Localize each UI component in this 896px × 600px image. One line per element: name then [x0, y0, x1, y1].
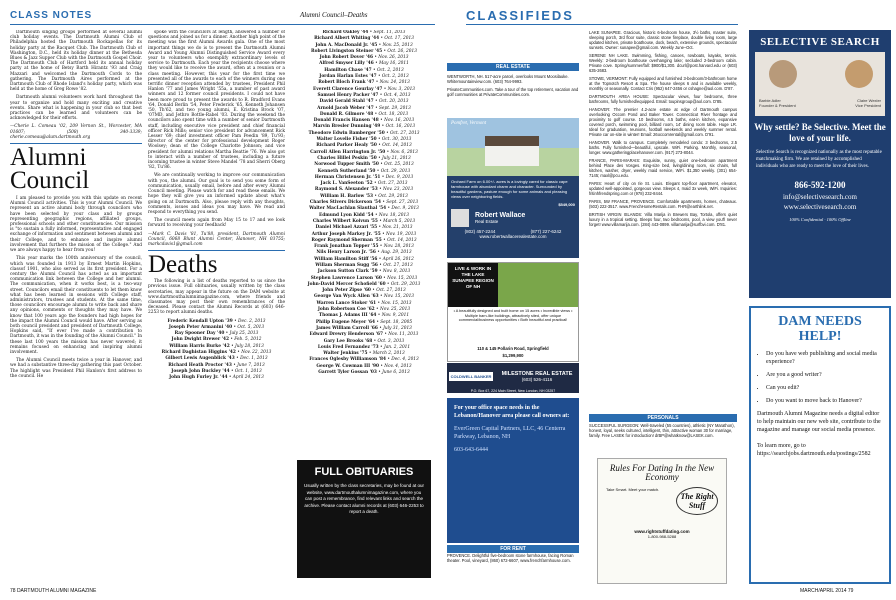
death-name: John A. MacDonald Jr. '45 — [315, 42, 378, 48]
evergreen-headline: For your office space needs in the Lebanon/Hanover area please call owners at: — [454, 405, 570, 419]
death-entry: Robert Livingston Steiner '45 • Oct. 26, 2013 — [311, 48, 417, 54]
death-entry: Charles Wilbert Koivun '55 • March 5, 2013 — [312, 218, 416, 224]
paragraph: spoke with the councilors at length, answered a number of questions and joined us for a dinner. Another high point of the meeting was the first Alumni Awards gala. One of the most important things we do is to present the Dartmouth Alumni Award and Young Alumni Distinguished Service Award every year to volunteers who exemplify extraordinary levels of service to Dartmouth. Each year the recipients choose where they would like to receive the award, often at a reunion or a class meeting. However, this year for the first time we presented all of the awards to each of the winners during one terrific dinner reception attended by trustees, President Phil Hanlon '77 and James Wright '55a, a number of past award winners and 12 former council presidents. I could not have been more proud to present the awards to R. Bradford Evans '64, Donald Berlin '54, Peter Frederick '65, Kenneth Johansen '50, Th'62, and two young alumni, E. Kristina Brock '07, '07MD, and Jethro Bottle-Rabel '03. During the weekend the councilors also spent time with a number of senior Dartmouth staff, including executive vice president and chief financial officer Rick Mills; senior vice president for advancement Rick Lesser '69; chief investment officer Pam Peedin '89, Tu'93; director of the center for professional development Roger Woolsey; dean of the College Charlotte Johnson; and vice president for alumni relations Martha Beattie '76. We also got to interact with a number of trustees, including a future incoming trustee in winter Steve Mandel '78 and Sherri Oberg '82, Tu'86. — [148, 30, 285, 171]
milestone-name: MILESTONE REAL ESTATE — [501, 370, 573, 377]
death-date: Oct. 27, 2013 — [390, 130, 420, 136]
death-date: Nov. 25, 2013 — [379, 307, 411, 313]
death-name: Walter Lovelie Fisher '50 — [316, 137, 377, 143]
header-rule-right — [466, 24, 738, 25]
selective-website: www.selectivesearch.com — [783, 203, 857, 212]
death-name: William H. Barlow '53 — [320, 193, 373, 199]
death-entry: Edward Drewry Henderson '67 • Nov. 11, 2013 — [309, 332, 419, 338]
death-date: Oct. 30, 2013 — [381, 137, 412, 143]
death-date: Oct. 14, 2013 — [387, 237, 417, 243]
death-name: Marvin Bresler Dunning '49 — [312, 124, 381, 130]
death-entry: Willam Sherman Sugg '56 • Oct. 27, 2013 — [315, 262, 413, 268]
death-date: Dec. 4, 2013 — [391, 357, 419, 363]
classified-ad: HANOVER. Walk to campus. Completely remodeled condo: 3 bedrooms, 2.5 baths. Fully furnished—beautiful, upscale. WiFi. Parking. Monthly, seasonal, longer. www.gatheringplacehanover.com. (917) 273-8044. — [589, 140, 737, 155]
sunapee-address: 110 & 145 Pollarin Road, Springfield — [477, 346, 549, 351]
death-entry: Jordan Harlan Estes '47 • Oct. 2, 2013 — [319, 74, 409, 80]
death-entry: Donald R. Gilmore '48 • Oct. 18, 2013 — [319, 111, 409, 117]
dam-question: • Are you a good writer? — [766, 371, 883, 379]
death-name: Richard Heath Proctor '43 — [168, 362, 232, 368]
classified-ad: SERENE NH LAKE. Swimming, fishing, canoes, rowboats, kayaks, tennis. Weekly: 2-bedroom boathouse overhanging lake; secluded 2-bedroom cabin. Private cove. Spring/summer/fall: $900/$1,300. dcurl@post.harvard.edu or (603) 635-2683. — [589, 53, 737, 73]
death-name: Jordan Harlan Estes '47 — [319, 74, 377, 80]
death-name: Stephen Lawrence Larson '60 — [310, 275, 382, 281]
selective-photo — [755, 52, 885, 116]
death-name: Donald R. Gilmore '48 — [319, 111, 374, 117]
death-entry: Ray Spooner Day '40 • July 25, 2013 — [174, 331, 259, 337]
death-date: Nov. 24, 2013 — [379, 80, 410, 86]
death-date: Nov. 15, 2013 — [383, 294, 415, 300]
death-date: Nov. 26, 2013 — [378, 55, 409, 61]
obituaries-box — [297, 460, 431, 578]
death-entry: Charles Hillel Peskin '50 • July 21, 2013 — [317, 155, 411, 161]
paragraph: This year marks the 100th anniversary of the council, which was founded in 1913 by Ernest Martin Hopkins, classof 1901, who also served as its first president. For a century the Alumni Council has acted as an important communication link between the College and her alumni. The communication, when it works best, is a two-way street. Councilors email their constituents to let them know what has been learned in sessions with College staff, administrators, trustees and students. At the same time, those councilors encourage alumni to write back and share any opinions, comments or thoughts they may have. We know that 100 years ago the founders had high hopes for the impact the Alumni Council would have. After serving as both council president and president of Dartmouth College, Hopkins said, "If ever I've made a contribution to Dartmouth, it was in the founding of the Alumni Council." In these last 100 years the mission has never wavered; it remains focused on enhancing and inspiring alumni involvement. — [10, 256, 142, 355]
death-date: June 6, 2013 — [382, 370, 410, 376]
death-name: Louis Fred Fernandez '73 — [317, 344, 379, 350]
death-entry: John Peter Zipse '60 • Oct. 27, 2013 — [322, 288, 406, 294]
paragraph: The Alumni Council meets twice a year in Hanover, and we had a substantive three-day gathering this past October. The highlight was President Phil Hanlon's first address to the council. He — [10, 358, 142, 379]
section-subtitle: Alumni Council–Deaths — [300, 11, 368, 19]
death-date: July 28, 2013 — [235, 343, 264, 349]
selective-tagline: 100% Confidential · 100% Offline — [789, 217, 851, 223]
death-name: David Gerald Stahl '47 — [319, 99, 374, 105]
footer-right: MARCH/APRIL 2014 79 — [800, 588, 854, 594]
death-entry: Stephen Lawrence Larson '60 • Nov. 15, 2013 — [310, 275, 418, 281]
rules-phone: 1-800-988-5288 — [647, 534, 677, 539]
death-name: John Robertson Coe '62 — [317, 307, 375, 313]
death-date: Nov. 15, 2013 — [387, 275, 418, 281]
milestone-phone: (603) 526-4116 — [521, 376, 553, 382]
death-date: Oct. 2, 2013 — [376, 67, 404, 73]
dam-question: • Can you edit? — [766, 384, 883, 392]
farm-price: $549,000 — [558, 202, 575, 207]
farm-location: Pomfret, Vermont — [451, 121, 487, 126]
death-date: Nov. 22, 2013 — [241, 350, 272, 356]
death-date: March 2, 2013 — [372, 351, 405, 357]
phone-2: (877) 227-6242 — [530, 229, 562, 234]
death-name: Garrett Tyler Gossan '03 — [318, 370, 377, 376]
death-entry: Walter Lovelie Fisher '50 • Oct. 30, 2013 — [316, 137, 412, 143]
selective-headline: Why settle? Be Selective. Meet the love of your life. — [754, 122, 886, 143]
death-entry: Raymond S. Alexander '53 • Nov. 23, 2013 — [314, 187, 414, 193]
person-2-name: Claire Wexler — [857, 98, 881, 103]
death-date: Nov. 9, 2011 — [381, 313, 410, 319]
dam-question: • Do you want to move back to Hanover? — [766, 397, 883, 405]
classified-ads-list — [589, 30, 737, 227]
evergreen-phone: 603-643-6444 — [454, 447, 488, 453]
for-rent-header: FOR RENT — [447, 545, 579, 553]
death-name: Roger Raymond Sherman '55 — [311, 237, 382, 243]
death-name: Samuel Henry Packer '47 — [317, 92, 379, 98]
death-name: Nils Henry Larson Jr. '56 — [316, 250, 376, 256]
death-name: Herman Christensen Jr. '51 — [314, 174, 381, 180]
death-name: William Hamilton Stiff '56 — [314, 256, 378, 262]
agent-photo — [451, 209, 469, 227]
death-date: April 26, 2012 — [382, 256, 414, 262]
ad-dam-needs-help — [749, 306, 891, 584]
death-date: Nov. 25, 2013 — [382, 42, 413, 48]
signature: —Mark C. Davis '81, Tu'88, president, Dartmouth Alumni Council, 6068 Blunt Alumni Center, Hanover, NH 03755; markcdavis1@gmail.com — [148, 231, 285, 247]
dam-questions — [757, 350, 883, 405]
death-entry: John-David Mercer Schofield '60 • Oct. 29, 2013 — [307, 281, 421, 287]
death-entry: George Van Wyck Allen '63 • Nov. 15, 2013 — [313, 294, 415, 300]
death-name: Frank Jonathan Topper '55 — [314, 244, 379, 250]
death-date: Oct. 1, 2013 — [234, 368, 262, 374]
death-entry: Gilbert Lewis Augenblick '43 • Dec. 1, 2013 — [165, 356, 268, 362]
death-entry: David Gerald Stahl '47 • Oct. 20, 2013 — [319, 99, 409, 105]
death-entry: John Robertson Coe '62 • Nov. 25, 2013 — [317, 307, 411, 313]
death-date: Oct. 18, 2013 — [378, 111, 409, 117]
death-entry: William Hamilton Stiff '56 • April 26, 2012 — [314, 256, 414, 262]
personals-header: PERSONALS — [589, 414, 737, 422]
classified-ad: STOWE, VERMONT: Fully equipped and furnished 3-bedroom/3-bathroom home at the Topnotch Resort & Spa. The house sleeps 6 and is available weekly, monthly or seasonally. Contact Cris (952) 647-2456 or cshagne@aol.com. D'87. — [589, 76, 737, 91]
selective-body: Selective Search is recognized nationally as the most reputable matchmaking firm. We are retained by accomplished individuals who are ready to meet the love of their lives. — [756, 150, 882, 169]
selective-phone: 866-592-1200 — [794, 180, 846, 191]
section-label-class-notes: CLASS NOTES — [10, 10, 93, 21]
death-date: Oct. 14, 2013 — [382, 143, 412, 149]
death-entry: Walter MacLachlan Slauthal '54 • Dec. 9, 2013 — [309, 206, 419, 212]
death-entry: Philip Eugene Meyer '64 • Sept. 18, 2005 — [315, 319, 413, 325]
death-date: Oct. 2, 2013 — [381, 74, 409, 80]
death-entry: John Robert Dover '46 • Nov. 26, 2013 — [319, 55, 409, 61]
death-entry: Edmund Lyon Kidd '54 • Nov. 18, 2013 — [318, 212, 409, 218]
death-name: Arthur Joseph Markey Jr. '55 — [311, 231, 381, 237]
death-name: Charles Hillel Peskin '50 — [317, 155, 377, 161]
phone-1: (802) 457-2244 — [464, 229, 496, 234]
dam-learn-more[interactable]: To learn more, go to https://searchjobs.dartmouth.edu/postings/2582 — [757, 443, 871, 457]
death-name: Walter MacLachlan Slauthal '54 — [309, 206, 387, 212]
death-entry: John Dwight Brewer '42 • Feb. 5, 2012 — [171, 337, 262, 343]
death-entry: Donald Francis Hansen '48 • Nov. 16, 2013 — [313, 118, 415, 124]
death-name: Jackson Sutton Clark '59 — [317, 269, 378, 275]
sunapee-title: LIVE & WORK IN THE LAKE SUNAPEE REGION OF NH — [448, 263, 498, 307]
death-entry: Roger Raymond Sherman '55 • Oct. 14, 2013 — [311, 237, 417, 243]
death-date: Oct. 16, 2013 — [385, 124, 416, 130]
person-2-role: Vice President — [855, 103, 881, 108]
section-title-deaths: Deaths — [148, 251, 218, 279]
death-name: James William Carroll '66 — [316, 325, 378, 331]
header-rule-left — [10, 24, 435, 25]
death-date: Nov. 16, 2013 — [384, 118, 415, 124]
classified-ad: LAKE SUNAPEE. Gracious, historic 6-bedroom house, 3½ baths, master suite, sleeping porch, 3rd floor suite, classic stone fireplace, double living room, large updated kitchen, private boathouse, dock, beach, extensive grounds, spectacular sunsets. Owner: sunapee@gmail.com. Weekly June–Oct. — [589, 30, 737, 50]
death-entry: Alfred Smyser Lilly '46 • May 16, 2011 — [319, 61, 409, 67]
evergreen-name: EverGreen Capital Partners, LLC, 46 Centerra Parkway, Lebanon, NH — [454, 426, 566, 440]
death-date: Oct. 25, 2013 — [384, 162, 414, 168]
ad-private-communities: PrivateCommunities.com. Take a tour of the top retirement, vacation and golf communities at PrivateCommunities.com. — [447, 87, 579, 97]
death-name: William Harris Burke '42 — [169, 343, 230, 349]
death-entry: Joseph Peter Armanini '40 • Oct. 5, 2013 — [168, 324, 265, 330]
death-entry: Richard Heath Proctor '43 • June 7, 2013 — [168, 362, 265, 368]
death-date: Nov. 21, 2013 — [382, 225, 413, 231]
coldwell-logo: COLDWELL BANKER — [450, 373, 492, 379]
obituaries-title: FULL OBITUARIES — [314, 466, 414, 478]
death-date: Sept. 11, 2013 — [373, 30, 406, 35]
death-name: Philip Eugene Meyer '64 — [315, 319, 375, 325]
death-date: Nov. 8, 2013 — [382, 269, 411, 275]
ad-sunapee-home — [447, 262, 579, 362]
paragraph: The council meets again from May 15 to 17 and we look forward to receiving your feedback! — [148, 218, 285, 229]
death-date: July 31, 2013 — [383, 325, 412, 331]
death-name: Warren Lance Stoker '61 — [316, 300, 377, 306]
death-date: Dec. 9, 2013 — [391, 206, 419, 212]
footer-left: 78 DARTMOUTH ALUMNI MAGAZINE — [10, 588, 97, 594]
death-entry: Frances Oglesby Williamson '84 • Dec. 4, 2013 — [309, 357, 419, 363]
death-entry: George W. Cowman III '90 • Nov. 4, 2013 — [316, 363, 412, 369]
rules-title: Rules For Dating In the New Economy — [609, 463, 715, 482]
death-entry: Arnold Jacob Weber '47 • Sept. 29, 2013 — [317, 105, 411, 111]
deaths-intro: The following is a list of deaths reported to us since the previous issue. Full obituaries, usually written by the class secretaries, may appear in the future on the DAM website at www.dartmouthalumnimagazine.com, where friends and classmates may post their own remembrances of the deceased. Please contact the Alumni Records at (603) 646-2253 to report alumni deaths. — [148, 279, 285, 316]
death-name: Richard Parker Healy '50 — [316, 143, 377, 149]
ad-wentworth: WENTWORTH, NH. 517-acre parcel, overlooks Mount Moosilauke. Whitemountainview.com. (603) 764-9993. — [447, 74, 569, 84]
column-4 — [447, 63, 579, 97]
column-2 — [148, 30, 285, 586]
death-entry: Carroll Allen Harrington Jr. '50 • Nov. 6, 2013 — [310, 149, 418, 155]
paragraph: Dartmouth singing groups performed at several alumni club holiday events. The Dartmouth Alumni Club of Philadelphia hosted the Dartmouth Rockapellas for its holiday party at the Racquet Club. The Dartmouth Club of Washington, D.C., held its holiday dinner at the Bethesda Blues & Jazz Supper Club with the Dartmouth Gospel Choir. The Dartmouth Club of Hartford held its annual holiday party at the home of Betsy Barth Hirantz '93 and Craig Mazzari and welcomed the Dartmouth Cords to the gathering. The Dartmouth Aires performed at the Dartmouth Club of Rhode Island's holiday party, which was held at the home of Greg Rowe '82. — [10, 30, 142, 93]
death-name: John-David Mercer Schofield '60 — [307, 281, 386, 287]
death-name: Raymond S. Alexander '53 — [314, 187, 378, 193]
classified-ad: FRANCE, PARIS-MARAIS: Exquisite, sunny, quiet one-bedroom apartment behind Place des Vosges. King-size bed, living/dining room, six chairs, full kitchen, washer, dryer, weekly maid service, WiFi. $1,350 weekly. (301) 654-7145; maxl@pcu.edu. — [589, 158, 737, 178]
death-date: May 16, 2011 — [378, 61, 409, 67]
death-entry: Everett Clarence Gourlay '47 • Nov. 3, 2013 — [312, 86, 416, 92]
death-name: Robert Bloch Frank '47 — [318, 80, 375, 86]
selective-email: info@selectivesearch.com — [783, 193, 857, 202]
paragraph: We are continually working to improve our communication with you, the alumni. Our goal is to send you some form of communication, usually email, before and after every Alumni Council meeting. Please watch for and read these emails. We hope they will give you an informed update about what's going on at Dartmouth. Also, please reply with any thoughts, comments, issues and ideas you may have. We read and respond to everything you send. — [148, 173, 285, 215]
death-name: Willam Sherman Sugg '56 — [315, 262, 378, 268]
death-entry: Charles Stivers Dickerson '54 • Sept. 27, 2013 — [309, 200, 419, 206]
death-date: Nov. 28, 2013 — [383, 244, 414, 250]
death-name: Charles Stivers Dickerson '54 — [309, 200, 382, 206]
death-date: Feb. 5, 2012 — [234, 337, 262, 343]
ad-successful-surgeon: SUCCESSFUL SURGEON: Well-traveled (55 countries), athletic (NY Marathon), honest, loyal, seeks cultured, intelligent, thin, attractive woman 30 for marriage, family. Free LASEK for introduction! drBP@whatknow@LASEK.com. — [589, 423, 735, 438]
agent-name: Robert Wallace — [475, 212, 526, 219]
death-date: Nov. 4, 2013 — [384, 363, 412, 369]
death-name: George W. Cowman III '90 — [316, 363, 379, 369]
death-entry: Frederic Kendall Upton '39 • Dec. 2, 2013 — [167, 318, 266, 324]
death-name: Arnold Jacob Weber '47 — [317, 105, 374, 111]
milestone-address: P.O. Box 67, 224 Main Street, New London, NH 03257 — [447, 389, 579, 393]
paragraph: I am pleased to provide you with this update on recent Alumni Council activities. This is your Alumni Council. We represent an active alumni body through councilors who have been selected by your class and by groups representing geographic regions, affiliated groups, professional schools and other constituencies. Our mission is "to sustain a fully informed, representative and engaged exchange of information and sentiment between alumni and their College, and to enhance and inspire alumni involvement that furthers the mission of the College." And we are always happy to hear from you! — [10, 196, 142, 254]
death-name: Walter Jenkins '75 — [323, 351, 368, 357]
column-3 — [291, 30, 437, 450]
death-name: Norwood Tupper Smith '50 — [314, 162, 379, 168]
classified-ad: BRITISH VIRGIN ISLANDS: Villa Marija in Brewers Bay, Tortola, offers quiet luxury in a tropical setting. Sleeps four, two bedrooms, pool, a view you'll never forget! www.villamarija.com. (284) 443-0899. villamarija@surfbvi.com. D'81. — [589, 212, 737, 227]
death-name: Theodore Edwin Bamberger '50 — [308, 130, 385, 136]
death-date: Dec. 9, 2013 — [385, 174, 414, 180]
death-date: Oct. 29, 2013 — [390, 281, 421, 287]
death-name: Thomas J. Adams III '64 — [318, 313, 377, 319]
classified-ad: PARIS: Heart of city on Ile St. Louis. Elegant top-floor apartment, elevator, updated well-appointed, gorgeous view. Sleeps 4, maid 3x week, WiFi. Inquiries: fritinhfrendspring.com or (978) 232-8444. — [589, 181, 737, 196]
death-entry: Norwood Tupper Smith '50 • Oct. 25, 2013 — [314, 162, 414, 168]
death-date: Sept. 27, 2013 — [386, 200, 419, 206]
sunapee-bullets: • A beautifully designed and built home on 15 acres • Incredible views • Multiple barn-like buildings, attractively sited, offer unique commercial/business opportunities • Both beautiful and practical! — [453, 309, 573, 323]
death-entry: Joseph John Buckley '44 • Oct. 1, 2013 — [171, 368, 262, 374]
death-date: Oct. 29, 2013 — [380, 168, 411, 174]
death-date: June 7, 2013 — [237, 362, 265, 368]
death-date: March 5, 2013 — [383, 218, 416, 224]
death-entry: Richard Parker Healy '50 • Oct. 14, 2013 — [316, 143, 412, 149]
death-entry: Richard Daghistan Higgins '42 • Nov. 22, 2013 — [161, 350, 272, 356]
death-date: Oct. 4, 2013 — [383, 92, 411, 98]
dam-question: • Do you have web publishing and social media experience? — [766, 350, 883, 366]
death-name: Hamilton Chase '47 — [324, 67, 372, 73]
farm-text: Orchard Farm on 6.00+/- acres is a lovingly cared for classic cape farmhouse with abundant charm and character. Surrounded by beautiful gardens, pasture enough for some animals and pleasing views over neighboring fields. — [451, 179, 568, 199]
death-entry: Theodore Edwin Bamberger '50 • Oct. 27, 2013 — [308, 130, 420, 136]
paragraph: Dartmouth alumni volunteers work hard throughout the year to organize and hold many exciting and creative events. Share what is happening in your club so that best practices can be learned and volunteers can be acknowledged for their efforts. — [10, 95, 142, 122]
death-entry: Herman Christensen Jr. '51 • Dec. 9, 2013 — [314, 174, 414, 180]
real-estate-header: REAL ESTATE — [447, 63, 579, 71]
death-date: Nov. 18, 2013 — [378, 212, 409, 218]
death-name: Ray Spooner Day '40 — [174, 331, 225, 337]
death-date: Nov. 6, 2013 — [390, 149, 418, 155]
column-5 — [589, 30, 737, 410]
death-entry: Gary Lee Brooks '68 • Oct. 3, 2013 — [323, 338, 405, 344]
death-date: July 25, 2013 — [229, 331, 259, 337]
dam-body: Dartmouth Alumni Magazine needs a digital editor to help maintain our new web site, contribute to the magazine and manage our social media presence. — [757, 411, 881, 433]
classified-ad: HANOVER: The premier 4.2-acre estate at edge of Dartmouth campus overlooking Occom Pond and Baker Tower. Connecticut River frontage and proximity to golf course. 10 bedrooms, 4.5 baths, eat-in kitchen, expansive covered porch, swimming pool, billiard room, 14' dining room table. Huge LR. Ideal for graduation, reunions, football weekends and weekly summer rental. Private car on-site in winter! Email: 26occomrental@gmail.com. D'91. — [589, 107, 737, 137]
death-entry: Nils Henry Larson Jr. '56 • Aug. 29, 2013 — [316, 250, 412, 256]
death-date: July 21, 2013 — [381, 155, 411, 161]
classified-ad: PARIS, 5W FRANCE, PROVENCE. Comfortable apartments, homes, chateaux. (503) 222-3517. www.FrenchHomeRentals.com. FHR@earthlink.net. — [589, 199, 737, 209]
death-name: Richard Oakley '44 — [322, 30, 369, 35]
death-entry: Garrett Tyler Gossan '03 • June 6, 2013 — [318, 370, 410, 376]
death-name: Donald Francis Hansen '48 — [313, 118, 379, 124]
deaths-list — [148, 319, 285, 382]
death-date: Oct. 29, 2013 — [378, 193, 408, 199]
death-name: Kenneth Sutherland '50 — [317, 168, 376, 174]
ad-evergreen — [447, 398, 579, 543]
death-name: Joseph John Buckley '44 — [171, 368, 230, 374]
death-date: Oct. 27, 2013 — [377, 181, 408, 187]
death-entry: Jackson Sutton Clark '59 • Nov. 8, 2013 — [317, 269, 411, 275]
farm-photo — [447, 118, 579, 176]
sunapee-price: $1,299,900 — [502, 353, 524, 358]
death-entry: John A. MacDonald Jr. '45 • Nov. 25, 2013 — [315, 42, 413, 48]
rules-sub: Take Smart. Meet your match. — [606, 487, 660, 492]
death-name: Gilbert Lewis Augenblick '43 — [165, 356, 235, 362]
death-entry: Kenneth Sutherland '50 • Oct. 29, 2013 — [317, 168, 411, 174]
ad-provence: PROVENCE. Delightful five-bedroom stone farmhouse, facing Roman theater. Pool, vineyard, (860) 672-6607, www.frenchfarmhouse.com. — [447, 553, 574, 563]
death-entry: Walter Jenkins '75 • March 2, 2013 — [323, 351, 405, 357]
person-1-name: Barbie Adler — [759, 98, 781, 103]
death-name: Daniel Michael Azzari '55 — [315, 225, 378, 231]
death-entry: William Harris Burke '42 • July 28, 2013 — [169, 343, 264, 349]
death-name: George Van Wyck Allen '63 — [313, 294, 379, 300]
death-name: Jack L. VanSeeton '52 — [320, 181, 373, 187]
agent-website: www.robertwallacerealestate.com — [479, 234, 547, 239]
selective-title: SELECTIVE SEARCH — [760, 36, 880, 48]
death-name: Carroll Allen Harrington Jr. '50 — [310, 149, 386, 155]
signature: —Cherie L. Comeau '02, 209 Vernon St., Worcester, MA 01607; (508) 340-3339; cherie.comeau@alum.dartmouth.org — [10, 124, 142, 140]
death-entry: Frank Jonathan Topper '55 • Nov. 28, 2013 — [314, 244, 414, 250]
death-name: Alfred Smyser Lilly '46 — [319, 61, 374, 67]
death-name: Frances Oglesby Williamson '84 — [309, 357, 386, 363]
death-entry: Louis Fred Fernandez '73 • Jan. 2, 2011 — [317, 344, 411, 350]
death-name: John Hugh Furley Jr. '44 — [169, 375, 228, 381]
death-date: Oct. 3, 2013 — [377, 338, 405, 344]
death-name: John Robert Dover '46 — [319, 55, 374, 61]
death-date: Nov. 19, 2013 — [386, 231, 417, 237]
death-entry: Richard Oakley '44 • Sept. 11, 2013 — [322, 30, 406, 35]
death-name: Edward Drewry Henderson '67 — [309, 332, 383, 338]
death-name: Frederic Kendall Upton '39 — [167, 318, 233, 324]
sunapee-photo — [498, 263, 578, 307]
death-entry: Samuel Henry Packer '47 • Oct. 4, 2013 — [317, 92, 411, 98]
death-name: John Peter Zipse '60 — [322, 288, 371, 294]
death-date: Oct. 5, 2013 — [237, 324, 265, 330]
death-entry: Richard Albert Whiting '44 • Oct. 17, 2013 — [314, 36, 414, 42]
death-entry: William H. Barlow '53 • Oct. 29, 2013 — [320, 193, 408, 199]
death-date: Nov. 11, 2013 — [388, 332, 419, 338]
death-date: Jan. 2, 2011 — [383, 344, 411, 350]
rules-website: www.rightstuffdating.com — [634, 529, 690, 534]
ad-rules-for-dating — [597, 458, 727, 584]
death-date: Nov. 23, 2013 — [383, 187, 414, 193]
death-entry: Robert Bloch Frank '47 • Nov. 24, 2013 — [318, 80, 410, 86]
death-name: Everett Clarence Gourlay '47 — [312, 86, 383, 92]
obituaries-text: Usually written by the class secretaries, may be found at our website, www.dartmouthalumnimagazine.com, where you can post a remembrance, find relevant links and search the archive. Please contact alumni records at (603) 646-2253 to report a death. — [303, 483, 425, 515]
column-1 — [10, 30, 142, 586]
death-date: Oct. 17, 2013 — [384, 36, 414, 42]
death-entry: Daniel Michael Azzari '55 • Nov. 21, 2013 — [315, 225, 413, 231]
death-date: Dec. 2, 2013 — [238, 318, 266, 324]
death-name: Gary Lee Brooks '68 — [323, 338, 373, 344]
death-date: Oct. 26, 2013 — [387, 48, 417, 54]
death-date: Nov. 15, 2013 — [381, 300, 412, 306]
agent-sub: Real Estate — [475, 219, 499, 224]
death-name: Richard Albert Whiting '44 — [314, 36, 380, 42]
section-title-alumni-council: Alumni Council — [10, 144, 90, 195]
death-entry: James William Carroll '66 • July 31, 2013 — [316, 325, 412, 331]
death-entry: Jack L. VanSeeton '52 • Oct. 27, 2013 — [320, 181, 408, 187]
death-entry: Thomas J. Adams III '64 • Nov. 9, 2011 — [318, 313, 410, 319]
death-date: Sept. 18, 2005 — [380, 319, 413, 325]
ad-selective-search — [749, 30, 891, 298]
ad-milestone — [447, 363, 579, 389]
death-date: Aug. 29, 2013 — [381, 250, 412, 256]
death-date: Oct. 20, 2013 — [378, 99, 409, 105]
death-date: Oct. 27, 2013 — [376, 288, 406, 294]
death-entry: Warren Lance Stoker '61 • Nov. 15, 2013 — [316, 300, 412, 306]
section-label-classifieds: CLASSIFIEDS — [466, 8, 574, 23]
death-name: Richard Daghistan Higgins '42 — [161, 350, 236, 356]
classified-ad: DARTMOUTH AREA HOUSE: Spectacular views, four bedrooms, three bathrooms, fully furnished/equipped. Email: toupinsgroup@aol.com. D'85. — [589, 94, 737, 104]
death-date: Dec. 1, 2013 — [240, 356, 268, 362]
person-1-role: Founder & President — [759, 103, 796, 108]
death-date: Sept. 29, 2013 — [378, 105, 411, 111]
death-date: Oct. 27, 2013 — [383, 262, 413, 268]
death-entry: Hamilton Chase '47 • Oct. 2, 2013 — [324, 67, 404, 73]
death-name: Joseph Peter Armanini '40 — [168, 324, 233, 330]
ad-orchard-farm — [447, 118, 579, 258]
death-name: John Dwight Brewer '42 — [171, 337, 229, 343]
death-name: Robert Livingston Steiner '45 — [311, 48, 383, 54]
death-date: Nov. 3, 2013 — [387, 86, 416, 92]
deaths-list — [291, 30, 437, 376]
death-name: Edmund Lyon Kidd '54 — [318, 212, 374, 218]
death-date: April 24, 2013 — [232, 375, 264, 381]
dam-title: DAM NEEDS HELP! — [778, 314, 862, 344]
death-entry: Marvin Bresler Dunning '49 • Oct. 16, 2013 — [312, 124, 416, 130]
death-entry: Arthur Joseph Markey Jr. '55 • Nov. 19, 2013 — [311, 231, 417, 237]
right-stuff-logo: The Right Stuff — [676, 487, 718, 515]
death-name: Charles Wilbert Koivun '55 — [312, 218, 378, 224]
death-entry: John Hugh Furley Jr. '44 • April 24, 2013 — [169, 375, 264, 381]
